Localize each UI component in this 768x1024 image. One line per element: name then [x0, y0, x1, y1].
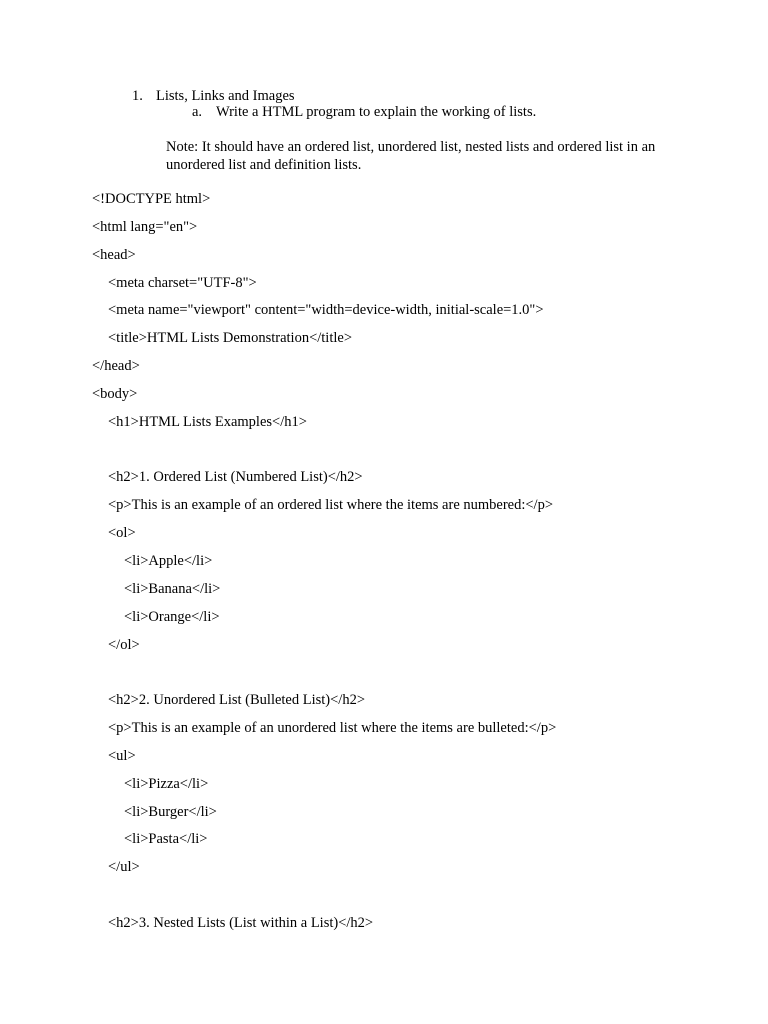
code-line: <!DOCTYPE html>	[92, 191, 211, 207]
code-line	[92, 663, 556, 691]
code-line: <h2>3. Nested Lists (List within a List)</h2>	[108, 914, 374, 931]
code-line: <meta name="viewport" content="width=device-width, initial-scale=1.0">	[108, 302, 544, 319]
code-line: <ol>	[108, 525, 136, 542]
code-line: <li>Apple</li>	[124, 552, 213, 569]
code-line: <html lang="en">	[92, 218, 198, 235]
code-line	[92, 441, 556, 469]
code-line: <li>Orange</li>	[124, 608, 220, 625]
section-number: 1.	[132, 88, 143, 104]
code-listing	[92, 190, 556, 942]
code-line: <meta charset="UTF-8">	[108, 274, 257, 291]
section-heading	[132, 88, 295, 105]
section-title: Lists, Links and Images	[156, 88, 295, 104]
code-line: </ol>	[108, 636, 140, 653]
code-line: <p>This is an example of an ordered list where the items are numbered:</p>	[108, 497, 554, 514]
code-line: <body>	[92, 385, 138, 402]
code-line: <h2>1. Ordered List (Numbered List)</h2>	[108, 469, 363, 486]
code-line: <title>HTML Lists Demonstration</title>	[108, 330, 353, 347]
code-line: <h1>HTML Lists Examples</h1>	[108, 413, 307, 430]
code-line: <ul>	[108, 747, 136, 764]
subsection-heading	[192, 104, 536, 121]
code-line: </head>	[92, 358, 140, 375]
code-line: <head>	[92, 246, 136, 263]
code-line: <li>Pizza</li>	[124, 775, 209, 792]
subsection-text: Write a HTML program to explain the working of lists.	[216, 104, 537, 120]
code-line: <li>Banana</li>	[124, 580, 221, 597]
subsection-letter: a.	[192, 104, 203, 120]
note-paragraph: Note: It should have an ordered list, unordered list, nested lists and ordered list in an unordered list and definition lists.	[166, 139, 656, 173]
code-line: </ul>	[108, 859, 140, 876]
code-line: <li>Pasta</li>	[124, 831, 208, 848]
code-line	[92, 886, 556, 914]
code-line: <h2>2. Unordered List (Bulleted List)</h2>	[108, 692, 366, 709]
code-line: <p>This is an example of an unordered list where the items are bulleted:</p>	[108, 720, 557, 737]
code-line: <li>Burger</li>	[124, 803, 217, 820]
